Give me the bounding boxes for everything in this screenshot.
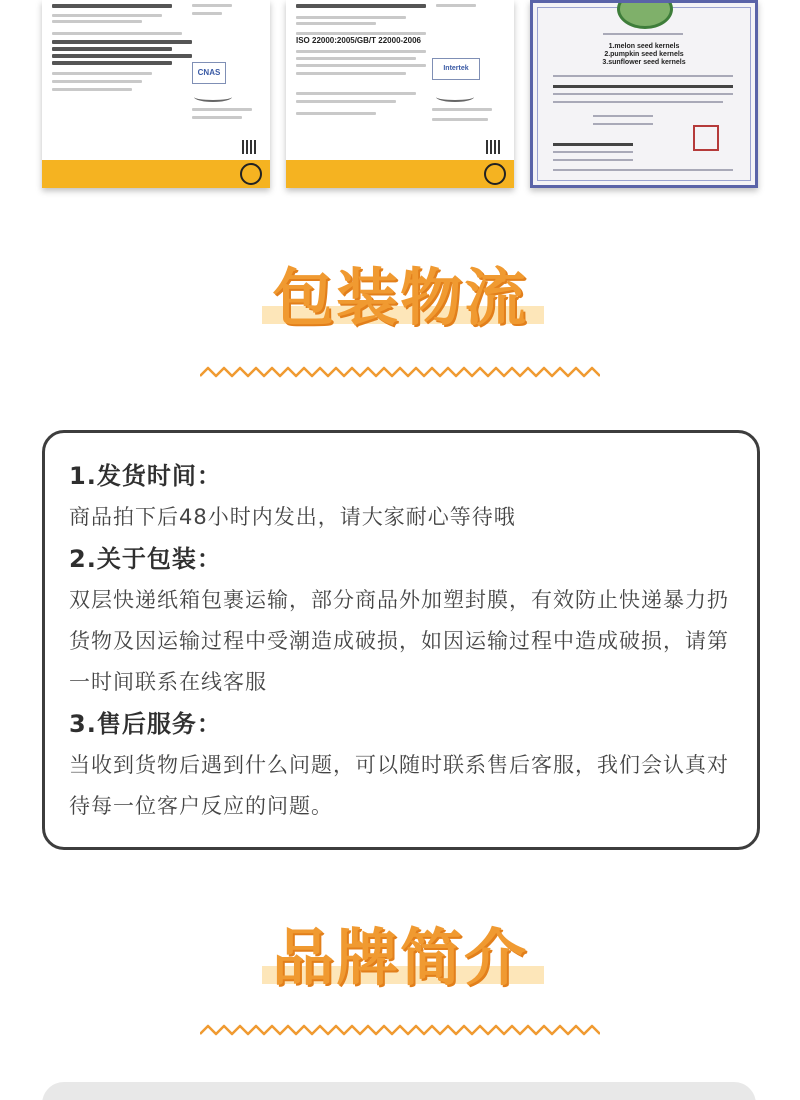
cnas-badge: CNAS — [192, 62, 226, 84]
signature — [436, 92, 474, 102]
shipping-time-text: 商品拍下后48小时内发出，请大家耐心等待哦 — [69, 505, 516, 529]
signature — [194, 92, 232, 102]
brand-intro-card — [42, 1082, 756, 1100]
cert-logo-icon — [484, 163, 506, 185]
packaging-heading-item: 2.关于包装： — [69, 545, 222, 573]
packaging-title: 包装物流 — [271, 261, 528, 334]
brand-title: 品牌简介 — [271, 921, 528, 994]
halal-stamp-icon — [693, 125, 719, 151]
packaging-heading — [0, 262, 800, 334]
brand-heading — [0, 922, 800, 994]
cert-logo-icon — [240, 163, 262, 185]
certificate-halal — [530, 0, 758, 188]
wave-divider — [200, 364, 600, 380]
packaging-text: 双层快递纸箱包裹运输，部分商品外加塑封膜，有效防止快递暴力扔货物及因运输过程中受潮造成破损，如因运输过程中造成破损，请第一时间联系在线客服 — [69, 588, 729, 694]
wave-divider — [200, 1022, 600, 1038]
after-sales-text: 当收到货物后遇到什么问题，可以随时联系售后客服，我们会认真对待每一位客户反应的问题。 — [69, 753, 729, 818]
after-sales-heading: 3.售后服务： — [69, 710, 222, 738]
certificate-iso22000 — [286, 0, 514, 188]
certified-products-list: 1.melon seed kernels 2.pumpkin seed kernels 3.sunflower seed kernels — [602, 43, 686, 66]
certificate-strip — [0, 0, 800, 195]
iso-standard-label: ISO 22000:2005/GB/T 22000-2006 — [296, 36, 421, 45]
packaging-info-box — [42, 430, 760, 850]
qr-code-icon — [486, 140, 500, 154]
certificate-haccp — [42, 0, 270, 188]
intertek-badge: Intertek — [432, 58, 480, 80]
shipping-time-heading: 1.发货时间： — [69, 462, 222, 490]
qr-code-icon — [242, 140, 256, 154]
